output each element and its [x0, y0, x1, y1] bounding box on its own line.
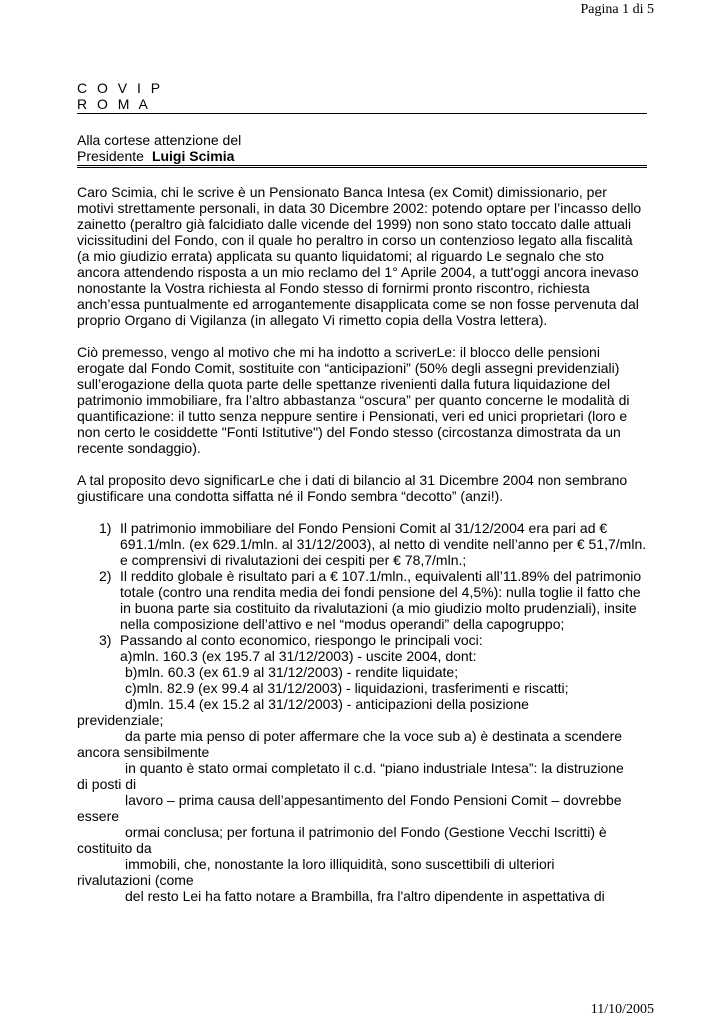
footer-date: 11/10/2005 [590, 1002, 654, 1017]
continuation-line: ancora sensibilmente [77, 744, 210, 760]
continuation-line: lavoro – prima causa dell’appesantimento del Fondo Pensioni Comit – dovrebbe [125, 792, 622, 808]
list-item-text: Il reddito globale è risultato pari a € 107.1/mln., equivalenti all’11.89% del patrimonio totale (contro una rendita media dei fondi pensione del 4,5%): nulla toglie il fatto che in buona parte sia costituito da rivalutazioni (a mio giudizio molto prudenziali), insite nella composizione dell’attivo e nel “modus operandi” della capogruppo; [120, 568, 642, 632]
attention-line: Alla cortese attenzione del [77, 132, 242, 148]
continuation-line: ormai conclusa; per fortuna il patrimonio del Fondo (Gestione Vecchi Iscritti) è [125, 824, 607, 840]
sub-item-d: d)mln. 15.4 (ex 15.2 al 31/12/2003) - anticipazioni della posizione [125, 696, 529, 712]
list-item [77, 632, 647, 648]
list-item-number: 1) [99, 520, 112, 536]
paragraph-intro: Caro Scimia, chi le scrive è un Pensionato Banca Intesa (ex Comit) dimissionario, per motivi strettamente personali, in data 30 Dicembre 2002: potendo optare per l’incasso dello zainetto (peraltro già falcidiato dalle vicende del 1999) non sono stato toccato dalle attuali vicissitudini del Fondo, con il quale ho peraltro in corso un contenzioso legato alla fiscalità (a mio giudizio errata) applicata su quanto liquidatomi; al riguardo Le segnalo che sto ancora attendendo risposta a un mio reclamo del 1° Aprile 2004, a tutt'oggi ancora inevaso nonostante la Vostra richiesta al Fondo stesso di fornirmi pronto riscontro, richiesta anch’essa puntualmente ed arrogantemente disapplicata come se non fosse pervenuta dal proprio Organo di Vigilanza (in allegato Vi rimetto copia della Vostra lettera). [77, 184, 642, 328]
attention-block [77, 132, 647, 164]
attention-name: Luigi Scimia [151, 148, 235, 164]
list-item-text: Passando al conto economico, riespongo le principali voci: [120, 632, 483, 648]
continuation-line: in quanto è stato ormai completato il c.d. “piano industriale Intesa”: la distruzione [125, 760, 624, 776]
sub-item-a: a)mln. 160.3 (ex 195.7 al 31/12/2003) - uscite 2004, dont: [120, 648, 477, 664]
continuation-line: di posti di [77, 776, 137, 792]
recipient-block [77, 80, 647, 112]
recipient-city: R O M A [77, 96, 151, 112]
attention-role: Presidente [77, 148, 144, 164]
list-item-text: Il patrimonio immobiliare del Fondo Pensioni Comit al 31/12/2004 era pari ad € 691.1/mln. (ex 629.1/mln. al 31/12/2003), al netto di vendite nell’anno per € 51,7/mln. e comprensivi di rivalutazioni dei cespiti per € 78,7/mln.; [120, 520, 647, 568]
continuation-line: del resto Lei ha fatto notare a Brambilla, fra l'altro dipendente in aspettativa di [125, 888, 605, 904]
continuation-line: previdenziale; [77, 712, 164, 728]
list-item-number: 3) [99, 632, 112, 648]
letter-body [77, 80, 647, 904]
points-list [77, 520, 647, 648]
list-item [77, 568, 647, 632]
recipient-org: C O V I P [77, 80, 164, 96]
attention-role-line [77, 148, 647, 164]
continuation-line: immobili, che, nonostante la loro illiquidità, sono suscettibili di ulteriori [125, 856, 555, 872]
continuation-line: rivalutazioni (come [77, 872, 194, 888]
continuation-block [77, 712, 647, 904]
attention-rule [77, 165, 647, 168]
continuation-line: essere [77, 808, 120, 824]
paragraph-proposal: A tal proposito devo significarLe che i dati di bilancio al 31 Dicembre 2004 non sembrano giustificare una condotta siffatta né il Fondo sembra “decotto” (anzi!). [77, 472, 628, 504]
continuation-line: da parte mia penso di poter affermare che la voce sub a) è destinata a scendere [125, 728, 623, 744]
page-number: Pagina 1 di 5 [580, 2, 654, 17]
sub-item-b: b)mln. 60.3 (ex 61.9 al 31/12/2003) - rendite liquidate; [125, 664, 459, 680]
continuation-line: costituito da [77, 840, 152, 856]
list-item [77, 520, 647, 568]
paragraph-premise: Ciò premesso, vengo al motivo che mi ha indotto a scriverLe: il blocco delle pensioni erogate dal Fondo Comit, sostituite con “anticipazioni” (50% degli assegni previdenziali) sull’erogazione della quota parte delle spettanze rivenienti dalla futura liquidazione del patrimonio immobiliare, fra l’altro abbastanza “oscura” per quanto concerne le modalità di quantificazione: il tutto senza neppure sentire i Pensionati, veri ed unici proprietari (loro e non certo le cosiddette "Fonti Istitutive") del Fondo stesso (circostanza dimostrata da un recente sondaggio). [77, 344, 630, 456]
list-item-number: 2) [99, 568, 112, 584]
sub-item-c: c)mln. 82.9 (ex 99.4 al 31/12/2003) - liquidazioni, trasferimenti e riscatti; [125, 680, 569, 696]
header-rule [77, 113, 647, 114]
